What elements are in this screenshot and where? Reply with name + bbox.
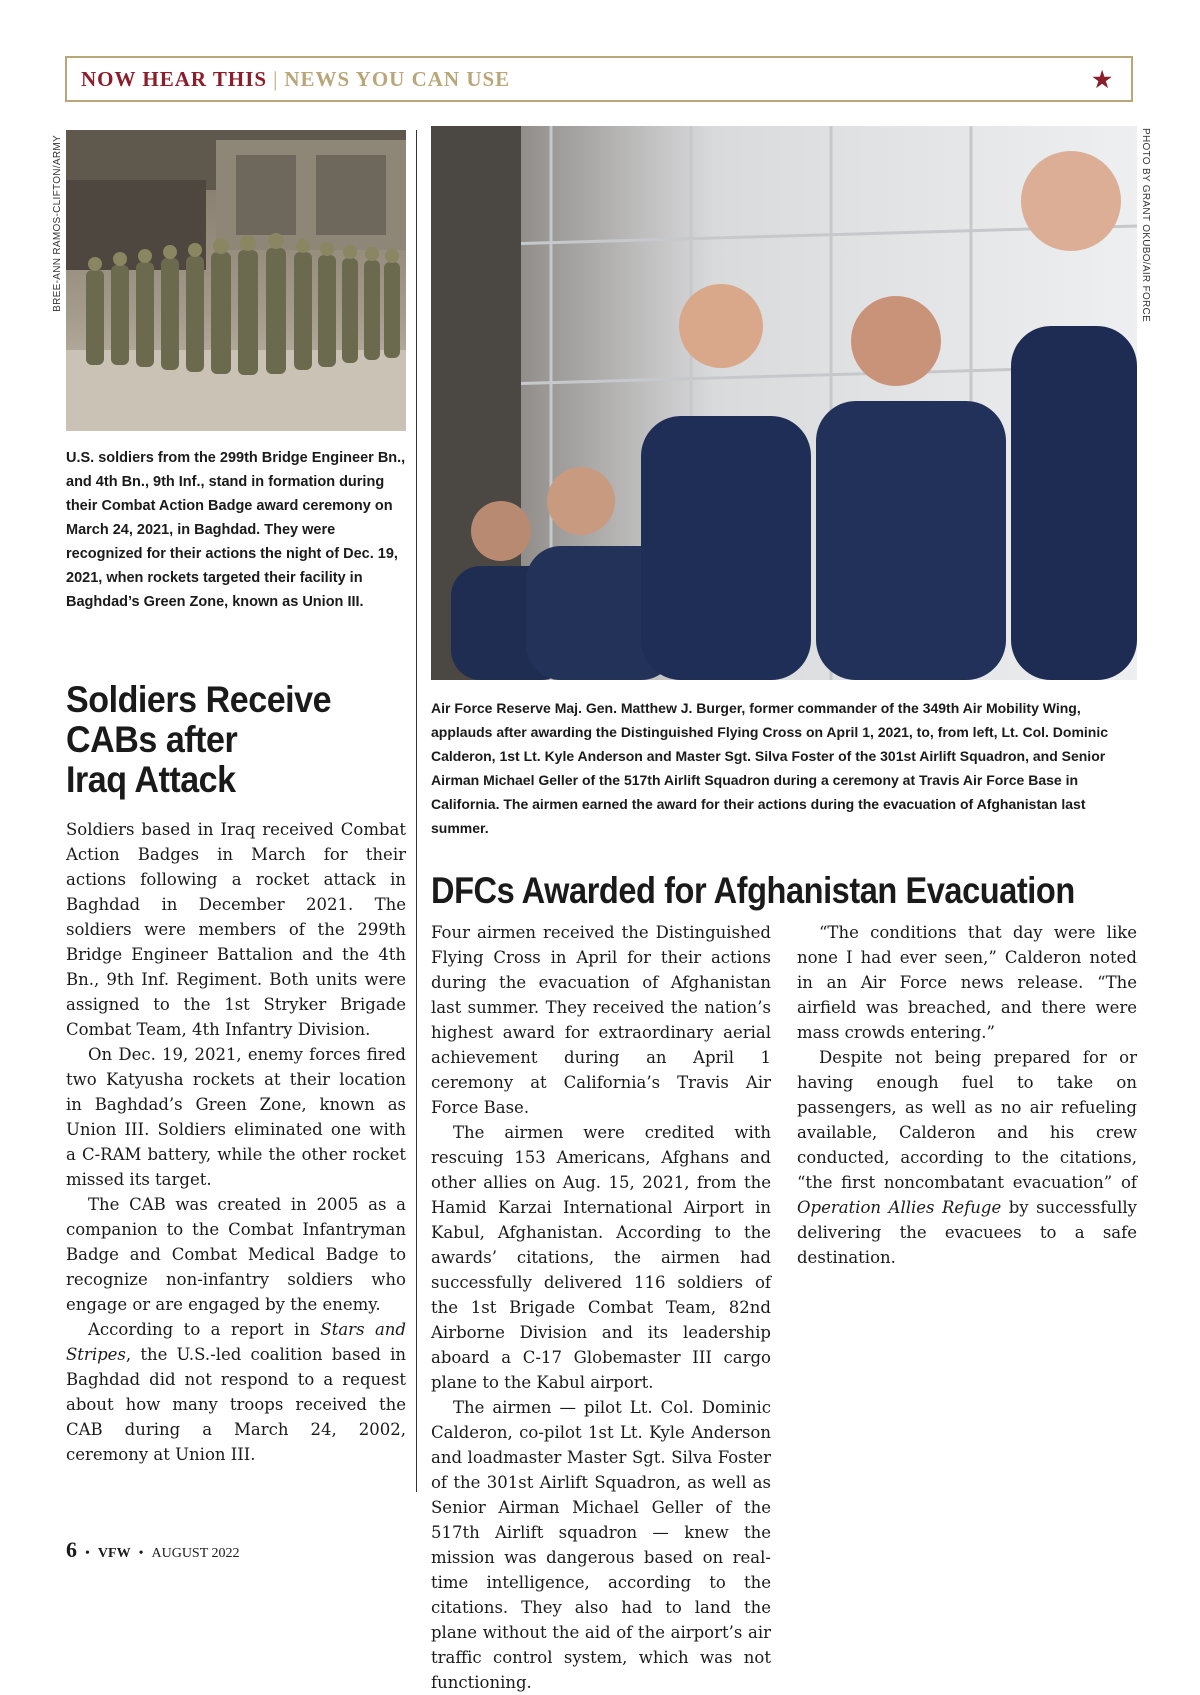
soldiers-photo-caption: U.S. soldiers from the 299th Bridge Engineer Bn., and 4th Bn., 9th Inf., stand in formation during their Combat Action Badge award ceremony on March 24, 2021, in Baghdad. They were recognized for their actions the night of Dec. 19, 2021, when rockets targeted their facility in Baghdad’s Green Zone, known as Union III. bbox=[66, 450, 406, 610]
footer-bullet: • bbox=[85, 1546, 90, 1561]
paragraph-text: , the U.S.-led coalition based in Baghdad did not respond to a request about how many troops received the CAB during a March 24, 2002, ceremony at Union III. bbox=[66, 1345, 406, 1464]
operation-name: Operation Allies Refuge bbox=[797, 1198, 1002, 1217]
left-photo-credit: BREE-ANN RAMOS-CLIFTON/ARMY bbox=[52, 135, 63, 312]
right-photo-credit: PHOTO BY GRANT OKUBO/AIR FORCE bbox=[1140, 128, 1151, 323]
page-footer bbox=[66, 1537, 240, 1563]
article-paragraph: Four airmen received the Distinguished Flying Cross in April for their actions during the evacuation of Afghanistan last summer. They received the nation’s highest award for extraordinary aerial achievement during an April 1 ceremony at California’s Travis Air Force Base. bbox=[431, 923, 771, 1117]
dfc-article-body-col2 bbox=[797, 920, 1137, 1270]
paragraph-text: According to a report in bbox=[88, 1320, 321, 1339]
section-banner bbox=[65, 56, 1133, 102]
airmen-photo-caption: Air Force Reserve Maj. Gen. Matthew J. Burger, former commander of the 349th Air Mobility Wing, applauds after awarding the Distinguished Flying Cross on April 1, 2021, to, from left, Lt. Col. Dominic Calderon, 1st Lt. Kyle Anderson and Master Sgt. Silva Foster of the 301st Airlift Squadron, and Senior Airman Michael Geller of the 517th Airlift Squadron during a ceremony at Travis Air Force Base in California. The airmen earned the award for their actions during the evacuation of Afghanistan last summer. bbox=[431, 700, 1109, 836]
page-number: 6 bbox=[66, 1537, 77, 1562]
article-paragraph bbox=[66, 1317, 406, 1467]
cab-article-body bbox=[66, 817, 406, 1467]
publication-name: VFW bbox=[97, 1546, 131, 1561]
dfc-headline: DFCs Awarded for Afghanistan Evacuation bbox=[431, 870, 1075, 911]
footer-bullet: • bbox=[138, 1546, 144, 1561]
paragraph-text: by successfully delivering the evacuees to a safe destination. bbox=[797, 1198, 1137, 1267]
star-icon: ★ bbox=[1092, 67, 1113, 92]
cab-headline-line: Soldiers Receive bbox=[66, 679, 332, 720]
issue-date: AUGUST 2022 bbox=[151, 1546, 240, 1561]
cab-headline-line: Iraq Attack bbox=[66, 759, 236, 800]
cab-headline bbox=[66, 680, 379, 800]
article-paragraph: The airmen were credited with rescuing 153 Americans, Afghans and other allies on Aug. 15, 2021, from the Hamid Karzai International Airport in Kabul, Afghanistan. According to the awards’ citations, the airmen had successfully delivered 116 soldiers of the 1st Brigade Combat Team, 82nd Airborne Division and its leadership aboard a C-17 Globemaster III cargo plane to the Kabul airport. bbox=[431, 1123, 771, 1392]
dfc-article-body-col1 bbox=[431, 920, 771, 1695]
article-paragraph bbox=[797, 1045, 1137, 1270]
banner-separator: | bbox=[273, 66, 279, 91]
publication-name: Stars and Stripes bbox=[66, 1320, 406, 1364]
paragraph-text: Despite not being prepared for or having enough fuel to take on passengers, as well as no air refueling available, Calderon and his crew conducted, according to the citations, “the first noncombatant evacuation” of bbox=[797, 1048, 1137, 1192]
article-paragraph: The airmen — pilot Lt. Col. Dominic Calderon, co-pilot 1st Lt. Kyle Anderson and loadmaster Master Sgt. Silva Foster of the 301st Airlift Squadron, as well as Senior Airman Michael Geller of the 517th Airlift squadron — knew the mission was dangerous based on real-time intelligence, according to the citations. They also had to land the plane without the aid of the airport’s air traffic control system, which was not functioning. bbox=[431, 1398, 771, 1692]
airmen-ceremony-photo bbox=[431, 126, 1137, 680]
article-paragraph: “The conditions that day were like none I had ever seen,” Calderon noted in an Air Force news release. “The airfield was breached, and there were mass crowds entering.” bbox=[797, 923, 1137, 1042]
article-paragraph: The CAB was created in 2005 as a companion to the Combat Infantryman Badge and Combat Medical Badge to recognize non-infantry soldiers who engage or are engaged by the enemy. bbox=[66, 1195, 406, 1314]
section-subtitle: NEWS YOU CAN USE bbox=[284, 66, 511, 91]
cab-headline-line: CABs after bbox=[66, 719, 238, 760]
column-divider bbox=[416, 130, 417, 1492]
soldiers-formation-photo bbox=[66, 130, 406, 431]
section-title: NOW HEAR THIS bbox=[81, 66, 268, 91]
article-paragraph: Soldiers based in Iraq received Combat Action Badges in March for their actions following a rocket attack in Baghdad in December 2021. The soldiers were members of the 299th Bridge Engineer Battalion and the 4th Bn., 9th Inf. Regiment. Both units were assigned to the 1st Stryker Brigade Combat Team, 4th Infantry Division. bbox=[66, 820, 406, 1039]
article-paragraph: On Dec. 19, 2021, enemy forces fired two Katyusha rockets at their location in Baghdad’s Green Zone, known as Union III. Soldiers eliminated one with a C-RAM battery, while the other rocket missed its target. bbox=[66, 1045, 406, 1189]
